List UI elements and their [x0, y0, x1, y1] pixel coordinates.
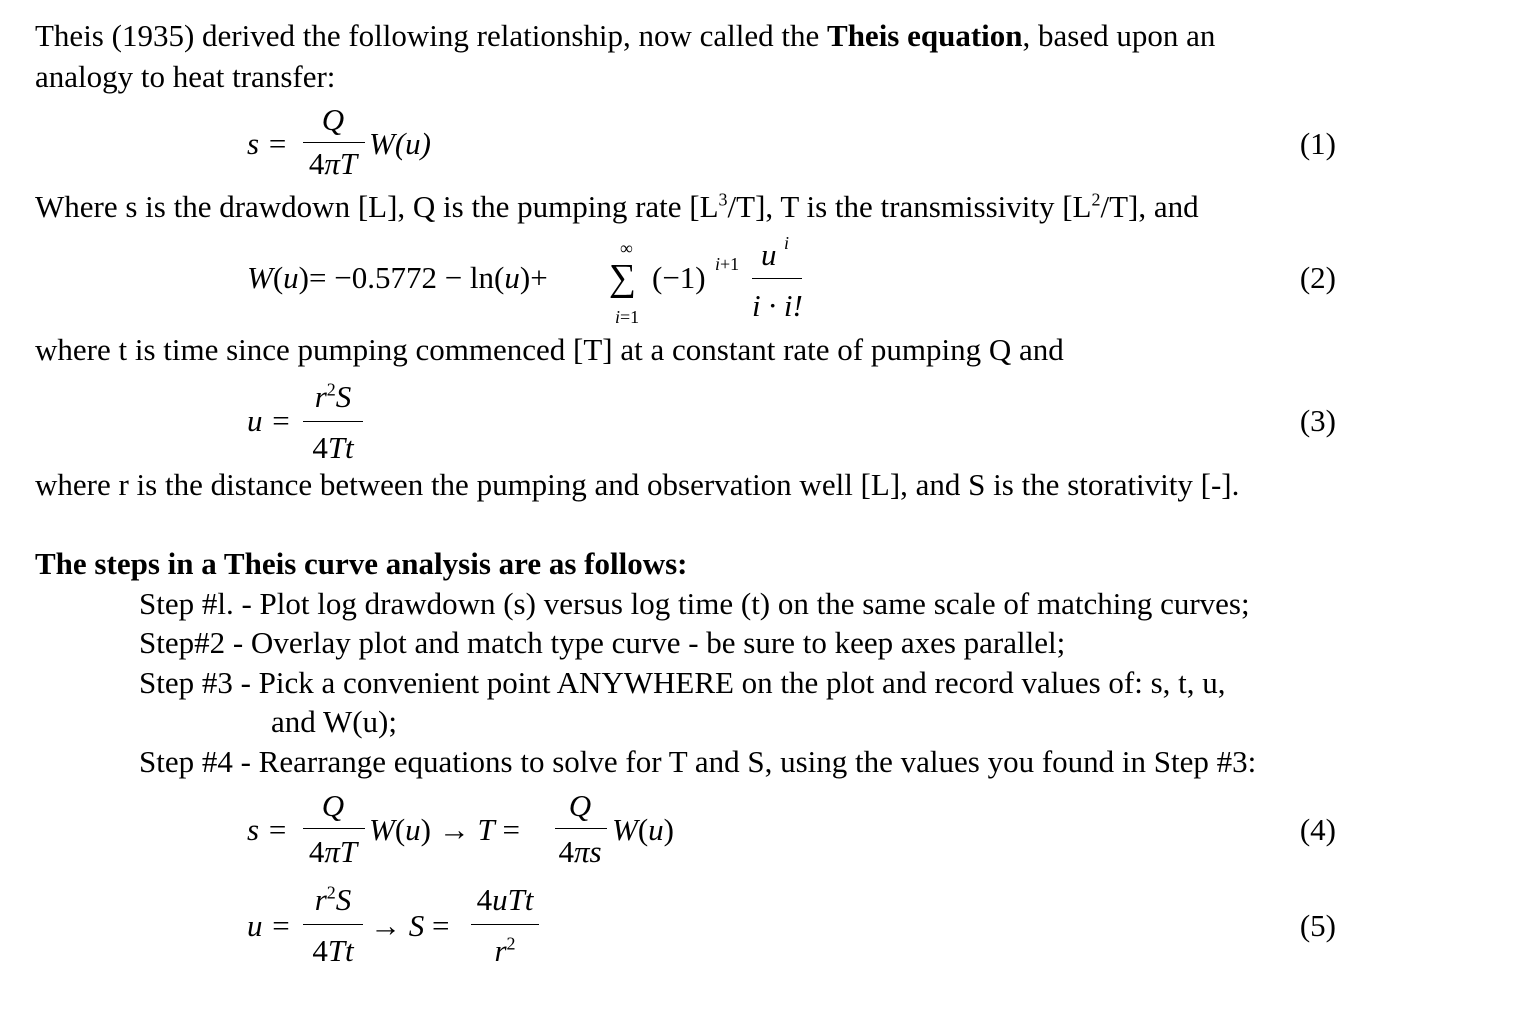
step-1: Step #l. - Plot log drawdown (s) versus log time (t) on the same scale of matching curves; [139, 586, 1250, 621]
definitions-line-2: where t is time since pumping commenced [T] at a constant rate of pumping Q and [35, 332, 1064, 367]
definitions-line-1: Where s is the drawdown [L], Q is the pumping rate $[L^3/T]$, T is the transmissivity $[L^2/T]$, and [35, 189, 1199, 224]
equation-2-number: (2) [1299, 260, 1336, 295]
equation-5-number: (5) [1299, 908, 1336, 943]
steps-heading: The steps in a Theis curve analysis are as follows: [35, 546, 688, 581]
intro-text-b: , based upon an [1022, 18, 1216, 53]
equation-1-number: (1) [1299, 126, 1336, 161]
step-2: Step#2 - Overlay plot and match type curve - be sure to keep axes parallel; [139, 625, 1066, 660]
equation-4-number: (4) [1299, 812, 1336, 847]
step-3: Step #3 - Pick a convenient point ANYWHERE on the plot and record values of: s, t, u, [139, 665, 1226, 700]
intro-line-1 [35, 18, 1215, 54]
theis-equation-term: Theis equation [827, 18, 1023, 53]
step-3-continued: and W(u); [271, 704, 397, 739]
equation-3-number: (3) [1299, 403, 1336, 438]
intro-line-2: analogy to heat transfer: [35, 59, 336, 94]
definitions-line-3: where r is the distance between the pumping and observation well [L], and S is the storativity [-]. [35, 467, 1240, 502]
intro-text-a: Theis (1935) derived the following relationship, now called the [35, 18, 828, 53]
step-4: Step #4 - Rearrange equations to solve for T and S, using the values you found in Step #3: [139, 744, 1257, 779]
